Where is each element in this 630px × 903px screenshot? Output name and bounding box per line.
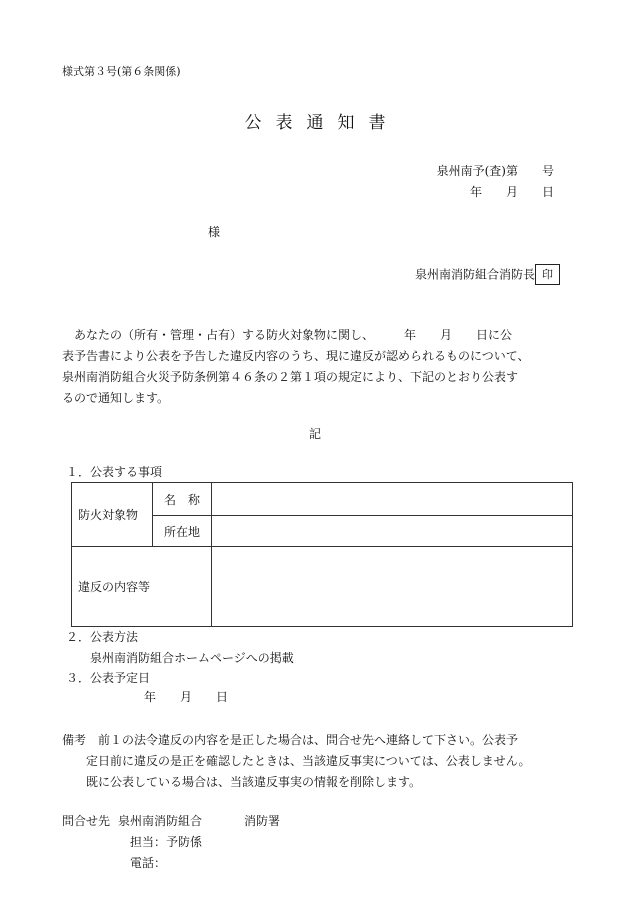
note-block [62, 730, 530, 793]
contact-label: 問合せ先 [62, 814, 111, 828]
form-number: 様式第３号(第６条関係) [62, 65, 181, 78]
name-value [212, 483, 573, 516]
note-line: 既に公表している場合は、当該違反事実の情報を削除します。 [62, 775, 422, 789]
section2-heading: ２．公表方法 [66, 630, 139, 644]
publication-method: 泉州南消防組合ホームページへの掲載 [90, 651, 294, 665]
addressee: 様 [208, 225, 221, 239]
table-row [72, 547, 573, 627]
body-line: 表予告書により公表を予告した違反内容のうち、現に違反が認められるものについて、 [62, 349, 530, 363]
contact-phone: 電話： [130, 856, 167, 870]
reference-number: 泉州南予(査)第 号 [436, 164, 554, 178]
note-line: 備考 前１の法令違反の内容を是正した場合は、問合せ先へ連絡して下さい。公表予 [62, 733, 519, 747]
body-line: あなたの（所有・管理・占有）する防火対象物に関し、 年 月 日に公 [62, 328, 513, 342]
section3-heading: ３．公表予定日 [66, 671, 151, 685]
body-line: 泉州南消防組合火災予防条例第４６条の２第１項の規定により、下記のとおり公表す [62, 370, 519, 384]
issuer-block [415, 264, 560, 285]
section1-heading: １．公表する事項 [66, 465, 163, 479]
info-table [71, 482, 573, 627]
body-paragraph [62, 325, 582, 409]
body-line: るので通知します。 [62, 391, 170, 405]
table-row [72, 483, 573, 516]
address-label: 所在地 [153, 516, 212, 547]
contact-org: 泉州南消防組合 [118, 814, 203, 828]
address-value [212, 516, 573, 547]
name-label: 名 称 [153, 483, 212, 516]
publication-date: 年 月 日 [144, 690, 229, 704]
violation-label: 違反の内容等 [72, 547, 212, 627]
contact-station: 消防署 [244, 814, 281, 828]
seal-box: 印 [535, 264, 560, 285]
note-line: 定日前に違反の是正を確認したときは、当該違反事実については、公表しません。 [62, 754, 531, 768]
issue-date: 年 月 日 [469, 185, 554, 199]
contact-block [62, 811, 280, 874]
issuer-name: 泉州南消防組合消防長 [414, 267, 535, 282]
contact-person: 担当：予防係 [130, 835, 203, 849]
target-label: 防火対象物 [72, 483, 153, 547]
violation-value [212, 547, 573, 627]
ki-marker: 記 [308, 427, 321, 441]
document-title: 公表通知書 [244, 113, 400, 133]
